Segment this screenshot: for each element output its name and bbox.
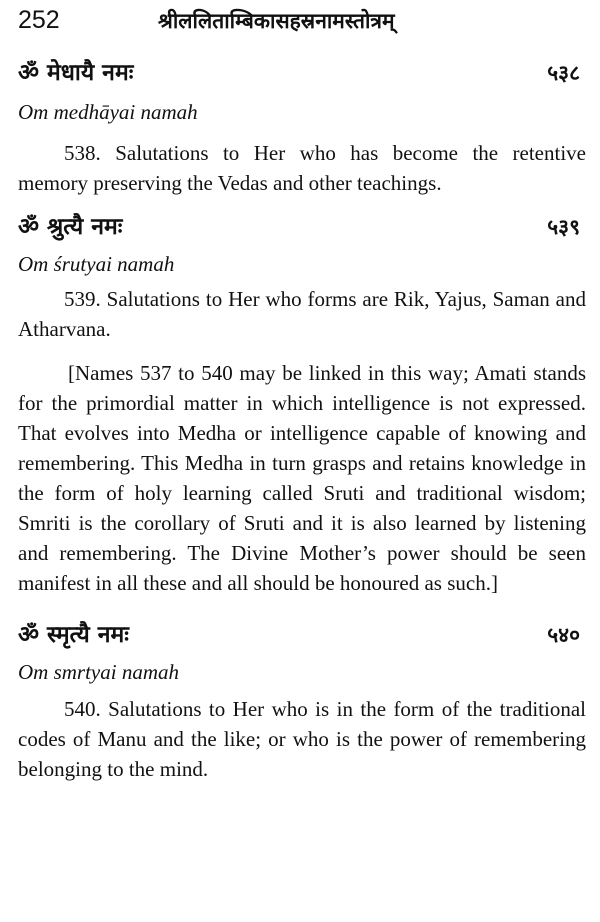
page-number: 252 [18,6,60,34]
mantra-number: ५३९ [547,215,580,239]
transliteration: Om medhāyai namah [18,100,198,124]
mantra-number: ५३८ [547,61,580,85]
mantra-heading-539 [18,212,586,242]
mantra-number: ५४० [547,623,580,647]
mantra-heading-540 [18,620,586,650]
commentary-paragraph: 538. Salutations to Her who has become the retentive memory preserving the Vedas and other teachings. [18,141,586,195]
commentary-paragraph: 540. Salutations to Her who is in the form of the traditional codes of Manu and the like; or who is the power of remembering belonging to the mind. [18,697,586,781]
transliteration: Om smrtyai namah [18,660,179,684]
mantra-text: ॐ स्मृत्यै नमः [18,622,129,648]
running-header [18,0,586,44]
commentary-note-paragraph: [Names 537 to 540 may be linked in this way; Amati stands for the primordial matter in which intelligence is not expressed. That evolves into Medha or intelligence capable of knowing and remembering. This Medha in turn grasps and retains knowledge in the form of holy learning called Sruti and traditional wisdom; Smriti is the corollary of Sruti and it is also learned by listening and remembering. The Divine Mother’s power should be seen manifest in all these and all should be honoured as such.] [18,361,586,595]
transliteration: Om śrutyai namah [18,252,175,276]
mantra-heading-538 [18,58,586,88]
mantra-text: ॐ मेधायै नमः [18,60,134,86]
running-title: श्रीललिताम्बिकासहस्रनामस्तोत्रम् [158,9,395,33]
commentary-paragraph: 539. Salutations to Her who forms are Rik, Yajus, Saman and Atharvana. [18,287,586,341]
mantra-text: ॐ श्रुत्यै नमः [18,214,123,240]
